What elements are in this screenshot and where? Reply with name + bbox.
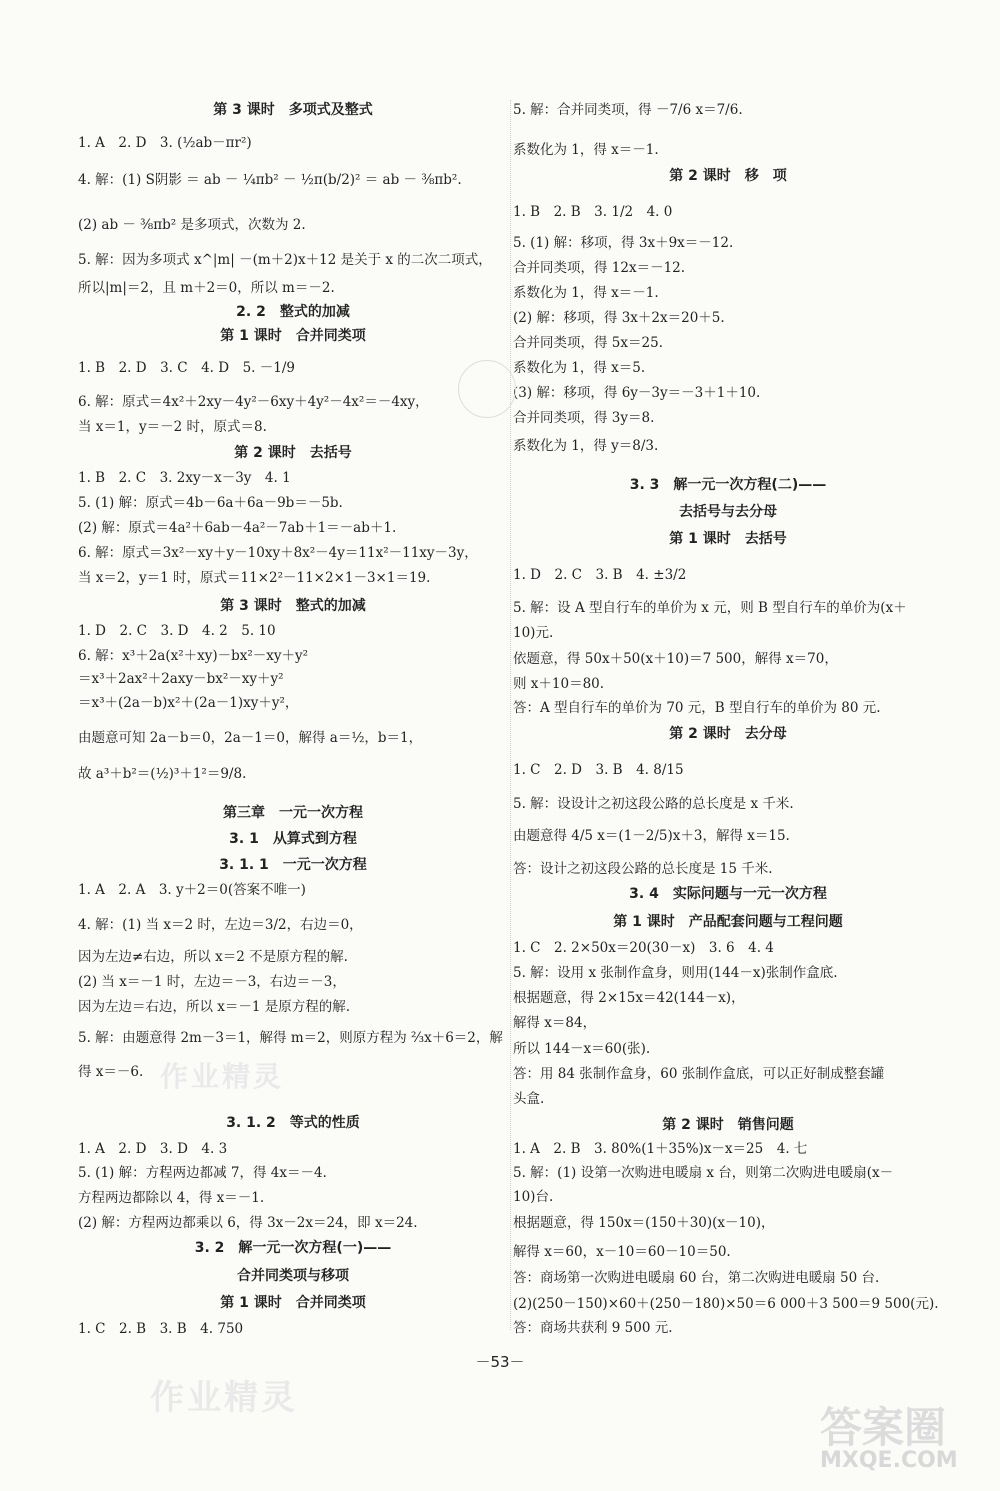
section-heading: 2. 2 整式的加减 (236, 304, 350, 320)
site-logo: 答案圈 (820, 1403, 947, 1452)
column-divider (510, 100, 511, 1330)
answer-line: 1. A 2. D 3. (½ab－πr²) (78, 135, 252, 151)
answer-line: 4. 解：(1) S阴影 ＝ ab － ¼πb² － ½π(b/2)² ＝ ab － ⅜πb². (78, 172, 462, 188)
answer-line: 答：用 84 张制作盒身，60 张制作盒底，可以正好制成整套罐 (513, 1066, 885, 1082)
answer-line: 所以 144－x＝60(张). (513, 1041, 651, 1057)
answer-line: 6. 解：原式＝3x²－xy＋y－10xy＋8x²－4y＝11x²－11xy－3y， (78, 545, 478, 561)
answer-line: 因为左边≠右边，所以 x＝2 不是原方程的解. (78, 949, 348, 965)
section-heading: 第 2 课时 去括号 (234, 445, 352, 461)
answer-line: 5. 解：设 A 型自行车的单价为 x 元，则 B 型自行车的单价为(x＋ (513, 600, 907, 616)
answer-line: 合并同类项，得 12x＝－12. (513, 260, 686, 276)
answer-line: (2) 解：移项，得 3x＋2x＝20＋5. (513, 310, 725, 326)
answer-line: 头盒. (513, 1091, 545, 1107)
answer-line: (2) 解：原式＝4a²＋6ab－4a²－7ab＋1＝－ab＋1. (78, 520, 397, 536)
section-heading: 第 2 课时 销售问题 (662, 1117, 794, 1133)
answer-line: 由题意可知 2a－b＝0，2a－1＝0，解得 a＝½，b＝1， (78, 730, 423, 746)
answer-line: 系数化为 1，得 y＝8/3. (513, 438, 659, 454)
answer-line: 5. 解：设设计之初这段公路的总长度是 x 千米. (513, 796, 794, 812)
section-heading: 第 2 课时 移 项 (669, 168, 787, 184)
answer-line: 10)元. (513, 625, 554, 641)
answer-line: 5. 解：由题意得 2m－3＝1，解得 m＝2，则原方程为 ⅔x＋6＝2，解 (78, 1030, 503, 1046)
answer-line: (2) 解：方程两边都乘以 6，得 3x－2x＝24，即 x＝24. (78, 1215, 418, 1231)
answer-line: 1. A 2. B 3. 80%(1＋35%)x－x＝25 4. 七 (513, 1141, 808, 1157)
answer-line: 答：设计之初这段公路的总长度是 15 千米. (513, 861, 773, 877)
answer-line: 5. (1) 解：方程两边都减 7，得 4x＝－4. (78, 1165, 327, 1181)
watermark: 作业精灵 (160, 1060, 285, 1093)
answer-line: 因为左边＝右边，所以 x＝－1 是原方程的解. (78, 999, 351, 1015)
answer-line: 当 x＝2，y＝1 时，原式＝11×2²－11×2×1－3×1＝19. (78, 570, 431, 586)
section-heading: 第 2 课时 去分母 (669, 726, 787, 742)
answer-line: ＝x³＋(2a－b)x²＋(2a－1)xy＋y²， (78, 695, 299, 711)
answer-line: 所以|m|＝2，且 m＋2＝0，所以 m＝－2. (78, 280, 335, 296)
answer-line: 解得 x＝60，x－10＝60－10＝50. (513, 1244, 731, 1260)
answer-line: 4. 解：(1) 当 x＝2 时，左边＝3/2，右边＝0， (78, 917, 363, 933)
watermark-bottom: 作业精灵 (150, 1378, 298, 1418)
answer-line: 则 x＋10＝80. (513, 676, 605, 692)
answer-line: 系数化为 1，得 x＝5. (513, 360, 646, 376)
section-heading: 第 1 课时 合并同类项 (220, 1295, 366, 1311)
answer-line: (2) 当 x＝－1 时，左边＝－3，右边＝－3， (78, 974, 346, 990)
section-heading: 第 1 课时 去括号 (669, 531, 787, 547)
stamp-mark (458, 360, 516, 418)
answer-line: 1. C 2. B 3. B 4. 750 (78, 1321, 244, 1337)
answer-line: 根据题意，得 2×15x＝42(144－x)， (513, 990, 745, 1006)
section-heading: 第 1 课时 合并同类项 (220, 328, 366, 344)
answer-line: 5. (1) 解：原式＝4b－6a＋6a－9b＝－5b. (78, 495, 343, 511)
section-heading: 3. 4 实际问题与一元一次方程 (629, 886, 827, 902)
section-heading: 第 1 课时 产品配套问题与工程问题 (613, 914, 843, 930)
answer-line: 1. A 2. A 3. y＋2＝0(答案不唯一) (78, 882, 306, 898)
answer-line: 解得 x＝84， (513, 1015, 597, 1031)
section-heading: 3. 2 解一元一次方程(一)—— (194, 1240, 392, 1256)
answer-line: 答：商场共获利 9 500 元. (513, 1320, 673, 1336)
section-heading: 去括号与去分母 (679, 504, 777, 520)
answer-line: 1. B 2. B 3. 1/2 4. 0 (513, 204, 673, 220)
answer-line: 根据题意，得 150x＝(150＋30)(x－10)， (513, 1215, 775, 1231)
answer-line: 1. C 2. D 3. B 4. 8/15 (513, 762, 684, 778)
answer-line: 1. C 2. 2×50x＝20(30－x) 3. 6 4. 4 (513, 940, 774, 956)
answer-line: 1. B 2. D 3. C 4. D 5. －1/9 (78, 360, 295, 376)
answer-line: 方程两边都除以 4，得 x＝－1. (78, 1190, 265, 1206)
answer-line: (2) ab － ⅜πb² 是多项式，次数为 2. (78, 217, 306, 233)
answer-line: 10)台. (513, 1189, 554, 1205)
answer-line: (2)(250－150)×60＋(250－180)×50＝6 000＋3 500＝9 500(元). (513, 1296, 939, 1312)
answer-line: 5. 解：设用 x 张制作盒身，则用(144－x)张制作盒底. (513, 965, 838, 981)
section-heading: 合并同类项与移项 (237, 1268, 349, 1284)
answer-line: 系数化为 1，得 x＝－1. (513, 142, 659, 158)
section-heading: 3. 1. 2 等式的性质 (226, 1115, 360, 1131)
answer-line: 5. 解：合并同类项，得 －7/6 x＝7/6. (513, 102, 743, 118)
section-heading: 3. 1 从算式到方程 (229, 831, 357, 847)
page-number: －53－ (475, 1353, 525, 1371)
section-heading: 第 3 课时 多项式及整式 (213, 102, 373, 118)
section-heading: 3. 3 解一元一次方程(二)—— (629, 477, 827, 493)
answer-line: 1. B 2. C 3. 2xy－x－3y 4. 1 (78, 470, 291, 486)
answer-line: (3) 解：移项，得 6y－3y＝－3＋1＋10. (513, 385, 761, 401)
answer-line: 6. 解：x³＋2a(x²＋xy)－bx²－xy＋y² (78, 648, 309, 664)
answer-line: 合并同类项，得 5x＝25. (513, 335, 663, 351)
answer-line: 当 x＝1，y＝－2 时，原式＝8. (78, 419, 267, 435)
answer-line: 得 x＝－6. (78, 1064, 144, 1080)
answer-line: 故 a³＋b²＝(½)³＋1²＝9/8. (78, 766, 247, 782)
answer-line: 5. 解：因为多项式 x^|m| －(m＋2)x＋12 是关于 x 的二次二项式， (78, 252, 492, 268)
site-url: MXQE.COM (820, 1448, 958, 1473)
answer-line: 1. D 2. C 3. D 4. 2 5. 10 (78, 623, 276, 639)
answer-line: 系数化为 1，得 x＝－1. (513, 285, 659, 301)
answer-line: 1. D 2. C 3. B 4. ±3/2 (513, 567, 687, 583)
answer-line: 合并同类项，得 3y＝8. (513, 410, 655, 426)
answer-line: ＝x³＋2ax²＋2axy－bx²－xy＋y² (78, 671, 284, 687)
answer-line: 5. 解：(1) 设第一次购进电暖扇 x 台，则第二次购进电暖扇(x－ (513, 1165, 894, 1181)
answer-line: 答：A 型自行车的单价为 70 元，B 型自行车的单价为 80 元. (513, 700, 881, 716)
answer-line: 6. 解：原式＝4x²＋2xy－4y²－6xy＋4y²－4x²＝－4xy， (78, 394, 429, 410)
section-heading: 第 3 课时 整式的加减 (220, 598, 366, 614)
answer-line: 1. A 2. D 3. D 4. 3 (78, 1141, 228, 1157)
answer-line: 依题意，得 50x＋50(x＋10)＝7 500，解得 x＝70， (513, 651, 838, 667)
section-heading: 3. 1. 1 一元一次方程 (219, 857, 367, 873)
section-heading: 第三章 一元一次方程 (223, 805, 363, 821)
answer-line: 由题意得 4/5 x＝(1－2/5)x＋3，解得 x＝15. (513, 828, 790, 844)
answer-line: 答：商场第一次购进电暖扇 60 台，第二次购进电暖扇 50 台. (513, 1270, 880, 1286)
answer-line: 5. (1) 解：移项，得 3x＋9x＝－12. (513, 235, 734, 251)
